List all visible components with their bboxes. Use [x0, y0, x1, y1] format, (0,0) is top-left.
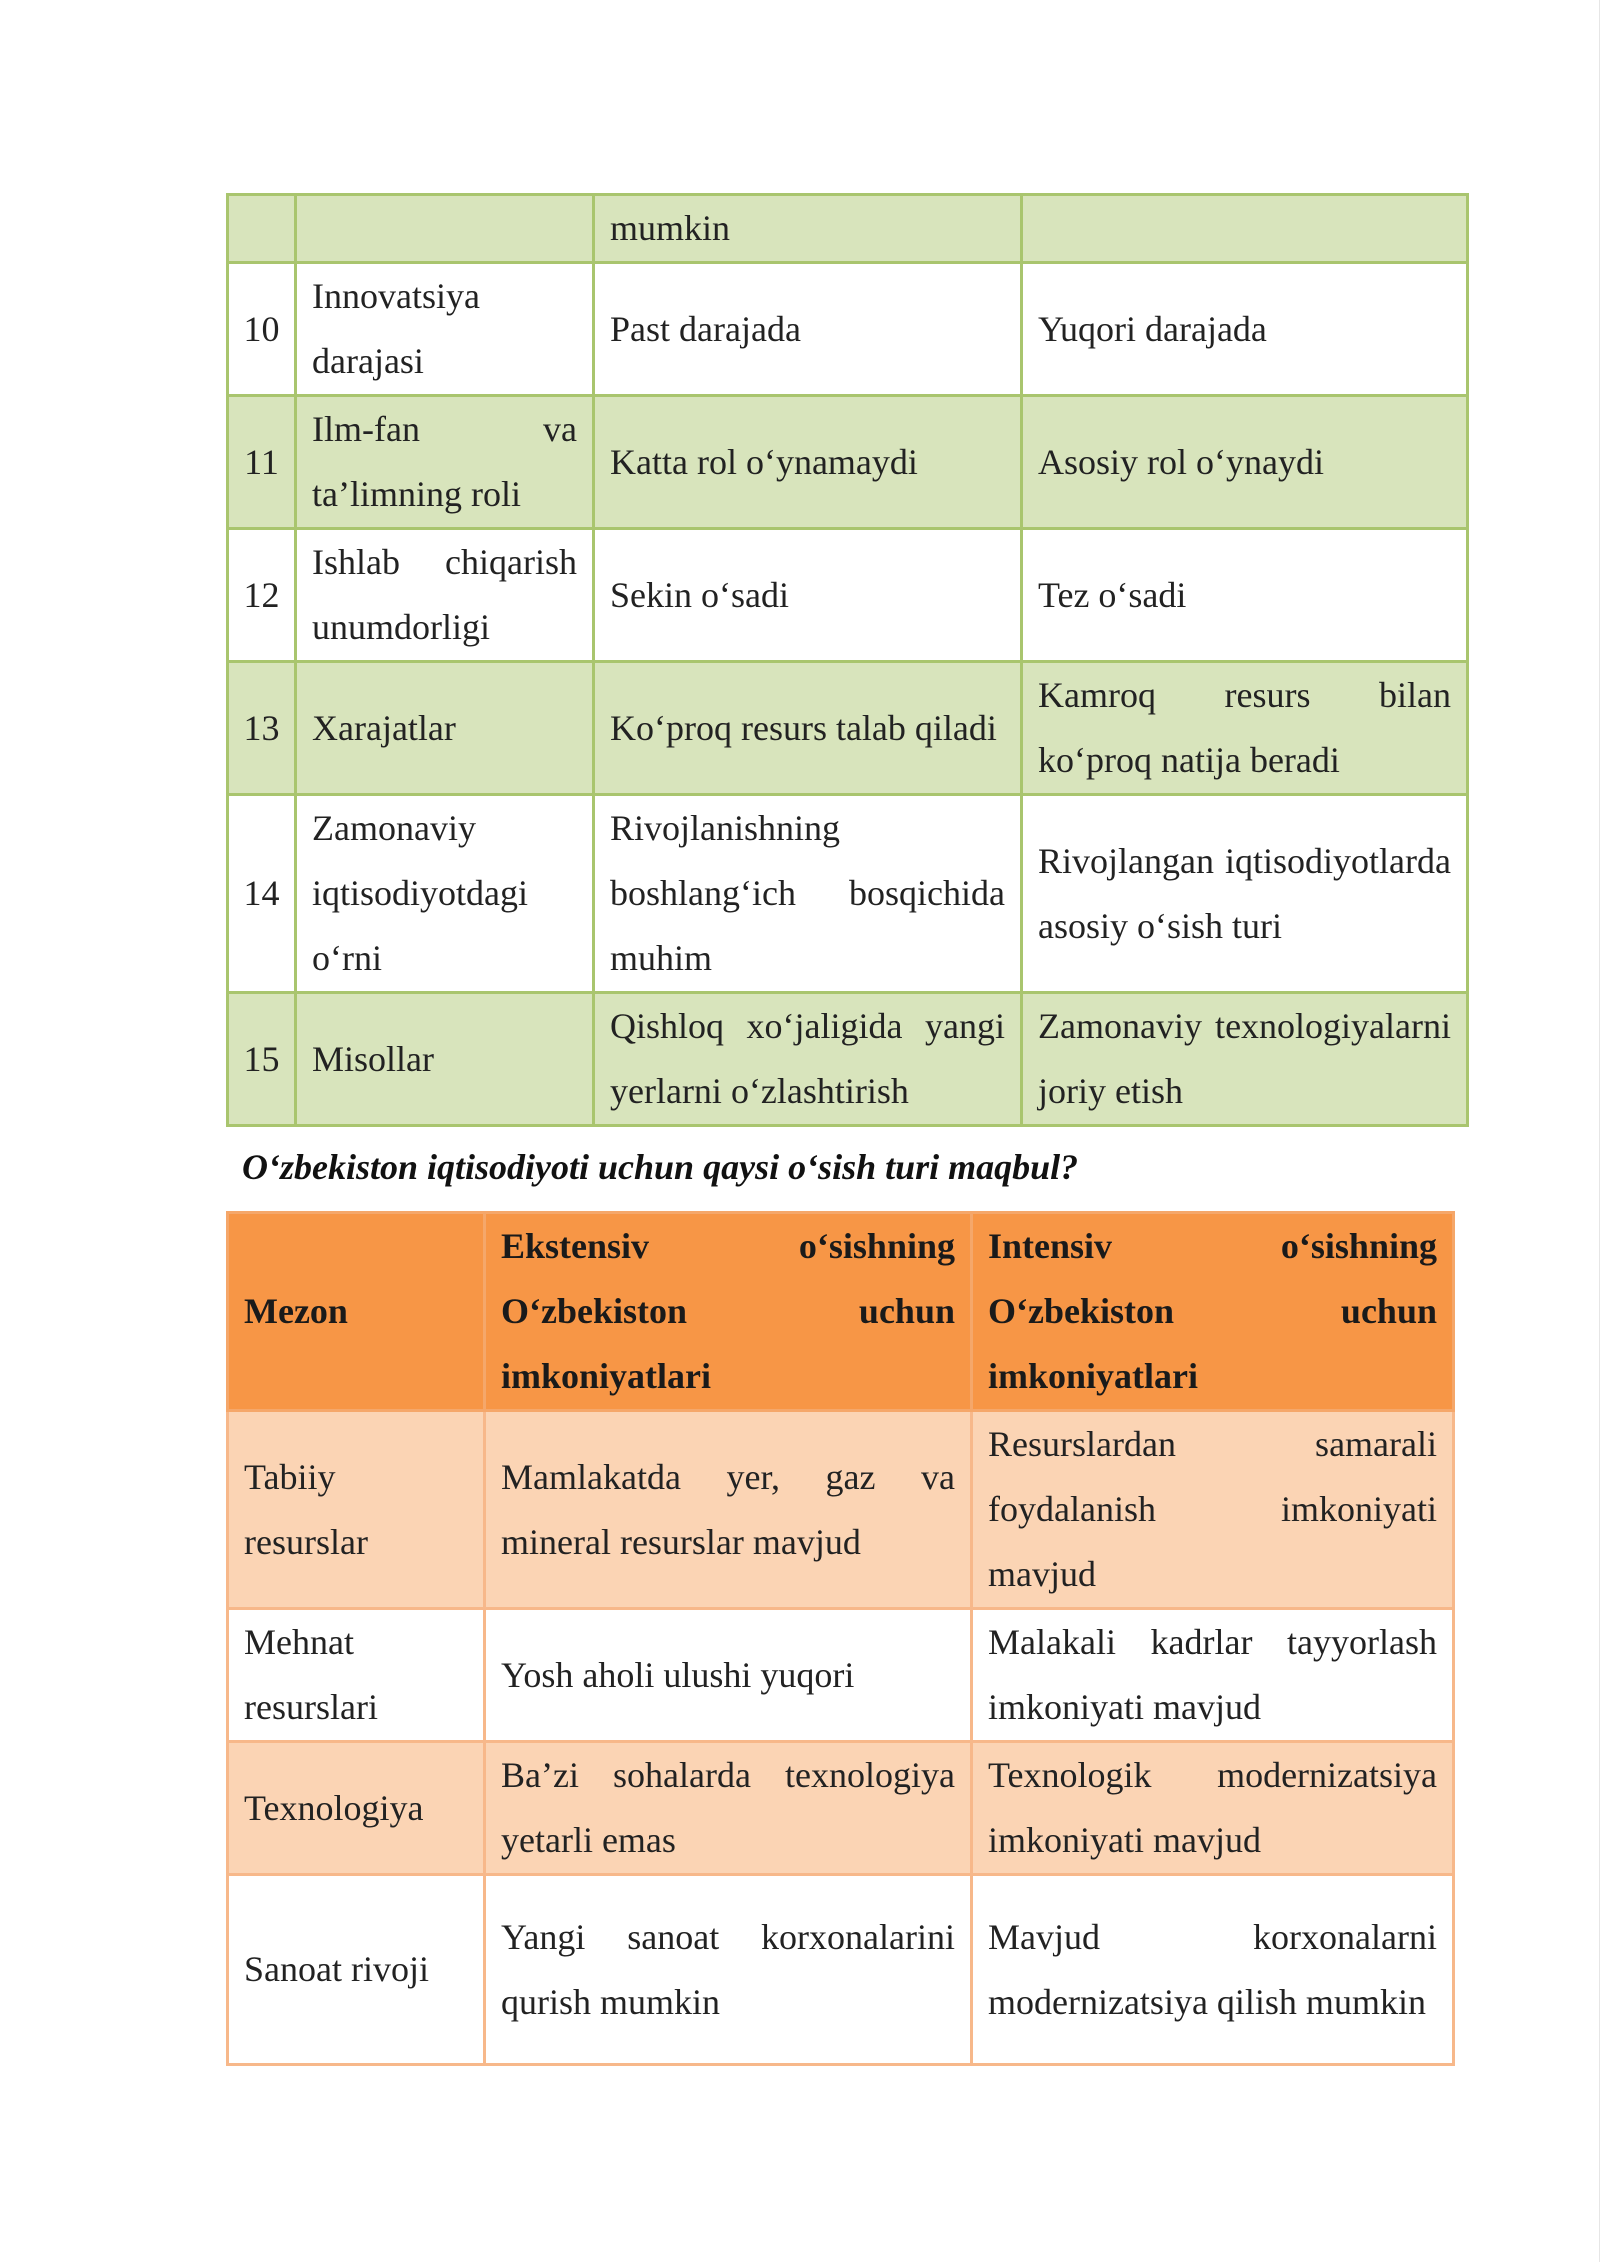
table-row	[228, 993, 1468, 1126]
table-row	[228, 662, 1468, 795]
intensive-cell: Zamonaviy texnologiyalarni joriy etish	[1022, 993, 1468, 1126]
extensive-cell: Ba’zi sohalarda texnologiya yetarli emas	[485, 1742, 972, 1875]
row-number: 13	[228, 662, 296, 795]
table-row	[228, 195, 1468, 263]
row-number: 14	[228, 795, 296, 993]
table-row	[228, 1411, 1454, 1609]
extensive-cell: Qishloq xo‘jaligida yangi yerlarni o‘zlashtirish	[594, 993, 1022, 1126]
extensive-cell: mumkin	[594, 195, 1022, 263]
intensive-cell: Kamroq resurs bilan ko‘proq natija beradi	[1022, 662, 1468, 795]
row-number: 12	[228, 529, 296, 662]
table-row	[228, 263, 1468, 396]
intensive-cell	[1022, 195, 1468, 263]
extensive-cell: Katta rol o‘ynamaydi	[594, 396, 1022, 529]
criterion-cell: Xarajatlar	[296, 662, 594, 795]
table-row	[228, 1609, 1454, 1742]
intensive-cell: Mavjud korxonalarni modernizatsiya qilish mumkin	[972, 1875, 1454, 2065]
extensive-cell: Yosh aholi ulushi yuqori	[485, 1609, 972, 1742]
extensive-cell: Mamlakatda yer, gaz va mineral resurslar mavjud	[485, 1411, 972, 1609]
intensive-cell: Asosiy rol o‘ynaydi	[1022, 396, 1468, 529]
intensive-cell: Yuqori darajada	[1022, 263, 1468, 396]
table-row	[228, 1875, 1454, 2065]
row-number: 11	[228, 396, 296, 529]
row-number: 15	[228, 993, 296, 1126]
row-number: 10	[228, 263, 296, 396]
header-extensive: Ekstensiv o‘sishning O‘zbekiston uchun imkoniyatlari	[485, 1213, 972, 1411]
intensive-cell: Resurslardan samarali foydalanish imkoniyati mavjud	[972, 1411, 1454, 1609]
header-intensive: Intensiv o‘sishning O‘zbekiston uchun imkoniyatlari	[972, 1213, 1454, 1411]
extensive-cell: Rivojlanishning boshlang‘ich bosqichida muhim	[594, 795, 1022, 993]
table-row	[228, 795, 1468, 993]
table-row	[228, 396, 1468, 529]
growth-comparison-table	[226, 193, 1469, 1127]
extensive-cell: Sekin o‘sadi	[594, 529, 1022, 662]
criterion-cell: Misollar	[296, 993, 594, 1126]
criterion-cell: Mehnat resurslari	[228, 1609, 485, 1742]
criterion-cell: Innovatsiya darajasi	[296, 263, 594, 396]
uzbekistan-growth-table	[226, 1211, 1455, 2066]
criterion-cell: Zamonaviy iqtisodiyotdagi o‘rni	[296, 795, 594, 993]
section-question: O‘zbekiston iqtisodiyoti uchun qaysi o‘sish turi maqbul?	[242, 1147, 1079, 1187]
criterion-cell: Tabiiy resurslar	[228, 1411, 485, 1609]
intensive-cell: Texnologik modernizatsiya imkoniyati mavjud	[972, 1742, 1454, 1875]
criterion-cell: Ishlab chiqarish unumdorligi	[296, 529, 594, 662]
table-row	[228, 529, 1468, 662]
criterion-cell: Sanoat rivoji	[228, 1875, 485, 2065]
intensive-cell: Rivojlangan iqtisodiyotlarda asosiy o‘sish turi	[1022, 795, 1468, 993]
intensive-cell: Malakali kadrlar tayyorlash imkoniyati mavjud	[972, 1609, 1454, 1742]
criterion-cell: Ilm-fan va ta’limning roli	[296, 396, 594, 529]
extensive-cell: Yangi sanoat korxonalarini qurish mumkin	[485, 1875, 972, 2065]
header-criterion: Mezon	[228, 1213, 485, 1411]
extensive-cell: Past darajada	[594, 263, 1022, 396]
intensive-cell: Tez o‘sadi	[1022, 529, 1468, 662]
extensive-cell: Ko‘proq resurs talab qiladi	[594, 662, 1022, 795]
row-number	[228, 195, 296, 263]
criterion-cell	[296, 195, 594, 263]
table-header-row	[228, 1213, 1454, 1411]
table-row	[228, 1742, 1454, 1875]
criterion-cell: Texnologiya	[228, 1742, 485, 1875]
